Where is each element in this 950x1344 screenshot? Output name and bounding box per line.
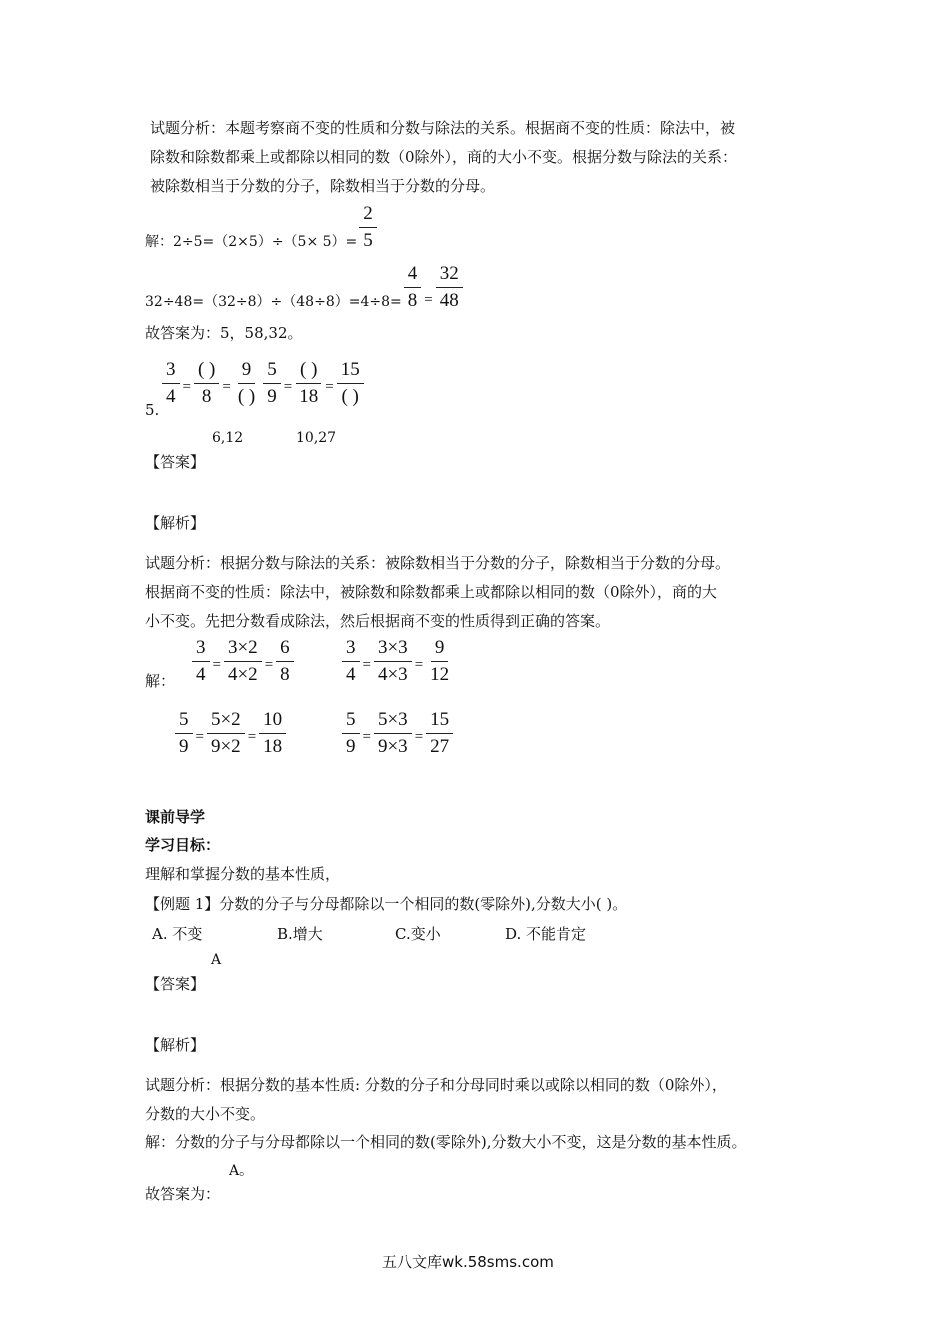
section-title: 课前导学 — [145, 808, 206, 826]
answer-value-a: 6,12 — [212, 430, 244, 446]
fraction — [276, 636, 294, 687]
equals-sign: = — [362, 657, 371, 673]
question-number: 5. — [145, 401, 160, 419]
jiexi-label: 【解析】 — [145, 1036, 206, 1054]
fraction — [342, 708, 360, 759]
numerator: 3×2 — [224, 636, 262, 662]
analysis2-line2: 根据商不变的性质：除法中，被除数和除数都乘上或都除以相同的数（0除外），商的大 — [145, 583, 718, 601]
fraction — [224, 636, 262, 687]
answer-value-b: 10,27 — [296, 430, 337, 446]
fraction — [426, 636, 453, 687]
denominator: 8 — [201, 386, 212, 407]
equals-sign: = — [325, 379, 334, 395]
denominator: 9 — [346, 736, 356, 757]
numerator: 3×3 — [374, 636, 412, 662]
equals-sign: = — [182, 379, 191, 395]
solution1-line2-text: 32÷48=（32÷8）÷（48÷8）=4÷8= — [145, 293, 402, 310]
fraction — [175, 708, 193, 759]
solution1-line1-text: 解：2÷5=（2×5）÷（5× 5）= — [145, 233, 358, 250]
numerator: 6 — [276, 636, 294, 662]
equals-sign: = — [283, 379, 293, 395]
denominator: 9×3 — [377, 736, 408, 757]
equals-sign: = — [362, 729, 371, 745]
denominator: 27 — [430, 736, 450, 757]
solution1-answer: 故答案为：5，58,32。 — [145, 324, 303, 342]
fraction — [374, 636, 412, 687]
final-answer-value: A。 — [229, 1163, 254, 1179]
analysis3-line1: 试题分析：根据分数的基本性质: 分数的分子和分母同时乘以或除以相同的数（0除外）， — [145, 1076, 727, 1094]
equals-sign: = — [222, 379, 231, 395]
fraction — [426, 708, 453, 759]
fraction — [207, 708, 245, 759]
goal-text: 理解和掌握分数的基本性质， — [145, 865, 341, 883]
numerator: 5 — [342, 708, 360, 734]
equals-sign: = — [414, 729, 424, 745]
fraction — [192, 636, 210, 687]
work-equation-2 — [340, 636, 455, 687]
numerator: 3 — [162, 358, 180, 384]
fraction — [374, 708, 412, 759]
denominator: 4×2 — [227, 664, 258, 685]
denominator: 12 — [430, 664, 450, 685]
solution-text: 解：分数的分子与分母都除以一个相同的数(零除外),分数大小不变，这是分数的基本性质。 — [145, 1133, 747, 1151]
denominator: 9 — [179, 736, 189, 757]
denominator: 9×2 — [210, 736, 241, 757]
denominator: 5 — [363, 230, 373, 251]
equals-sign: = — [424, 292, 433, 308]
denominator: 8 — [407, 290, 418, 311]
goal-label: 学习目标： — [145, 836, 221, 854]
denominator: ( ) — [237, 386, 256, 407]
answer-value: A — [211, 952, 222, 968]
answer-label: 【答案】 — [145, 975, 206, 993]
numerator: 9 — [238, 358, 256, 384]
fraction — [194, 358, 219, 409]
numerator: 5×3 — [374, 708, 412, 734]
equals-sign: = — [247, 729, 257, 745]
footer-watermark: 五八文库wk.58sms.com — [382, 1253, 554, 1271]
analysis1-line1: 试题分析：本题考察商不变的性质和分数与除法的关系。根据商不变的性质：除法中，被 — [150, 119, 736, 137]
fraction — [234, 358, 259, 409]
fraction — [259, 708, 286, 759]
fraction — [404, 262, 422, 313]
numerator: 2 — [359, 202, 377, 228]
numerator: 10 — [259, 708, 286, 734]
denominator: 18 — [263, 736, 283, 757]
equals-sign: = — [414, 657, 424, 673]
equals-sign: = — [212, 657, 221, 673]
option-c: C.变小 — [395, 925, 441, 943]
denominator: 48 — [439, 290, 459, 311]
jie-label: 解： — [145, 672, 176, 690]
denominator: ( ) — [341, 386, 359, 407]
equals-sign: = — [195, 729, 204, 745]
analysis2-line1: 试题分析：根据分数与除法的关系：被除数相当于分数的分子，除数相当于分数的分母。 — [145, 554, 731, 572]
option-b: B.增大 — [277, 925, 323, 943]
denominator: 4×3 — [377, 664, 408, 685]
fraction — [162, 358, 180, 409]
fraction — [359, 202, 377, 253]
analysis1-line3: 被除数相当于分数的分子，除数相当于分数的分母。 — [150, 177, 496, 195]
question5-equations — [160, 358, 366, 409]
option-a: A. 不变 — [152, 925, 203, 943]
denominator: 4 — [346, 664, 356, 685]
analysis1-line2: 除数和除数都乘上或都除以相同的数（0除外），商的大小不变。根据分数与除法的关系： — [150, 148, 738, 166]
numerator: 5 — [175, 708, 193, 734]
denominator: 4 — [196, 664, 206, 685]
numerator: 4 — [404, 262, 422, 288]
fraction — [436, 262, 463, 313]
fraction — [295, 358, 322, 409]
numerator: 32 — [436, 262, 463, 288]
fraction — [263, 358, 281, 409]
fraction — [337, 358, 364, 409]
analysis2-line3: 小不变。先把分数看成除法，然后根据商不变的性质得到正确的答案。 — [145, 612, 611, 630]
analysis3-line2: 分数的大小不变。 — [145, 1105, 266, 1123]
numerator: ( ) — [194, 358, 219, 384]
equals-sign: = — [264, 657, 274, 673]
numerator: 5 — [263, 358, 281, 384]
numerator: 15 — [337, 358, 364, 384]
numerator: 15 — [426, 708, 453, 734]
jiexi-label: 【解析】 — [145, 514, 206, 532]
denominator: 9 — [267, 386, 277, 407]
option-d: D. 不能肯定 — [505, 925, 587, 943]
work-equation-3 — [173, 708, 288, 759]
work-equation-1 — [190, 636, 296, 687]
numerator: 9 — [431, 636, 449, 662]
denominator: 18 — [299, 386, 319, 407]
numerator: ( ) — [296, 358, 321, 384]
denominator: 4 — [166, 386, 176, 407]
solution1-line1 — [145, 202, 379, 253]
numerator: 5×2 — [207, 708, 245, 734]
fraction — [342, 636, 360, 687]
final-answer-label: 故答案为： — [145, 1185, 221, 1203]
numerator: 3 — [342, 636, 360, 662]
solution1-line2 — [145, 262, 465, 313]
denominator: 8 — [280, 664, 290, 685]
example-question: 【例题 1】分数的分子与分母都除以一个相同的数(零除外),分数大小( )。 — [145, 895, 628, 913]
numerator: 3 — [192, 636, 210, 662]
answer-label: 【答案】 — [145, 453, 206, 471]
work-equation-4 — [340, 708, 455, 759]
